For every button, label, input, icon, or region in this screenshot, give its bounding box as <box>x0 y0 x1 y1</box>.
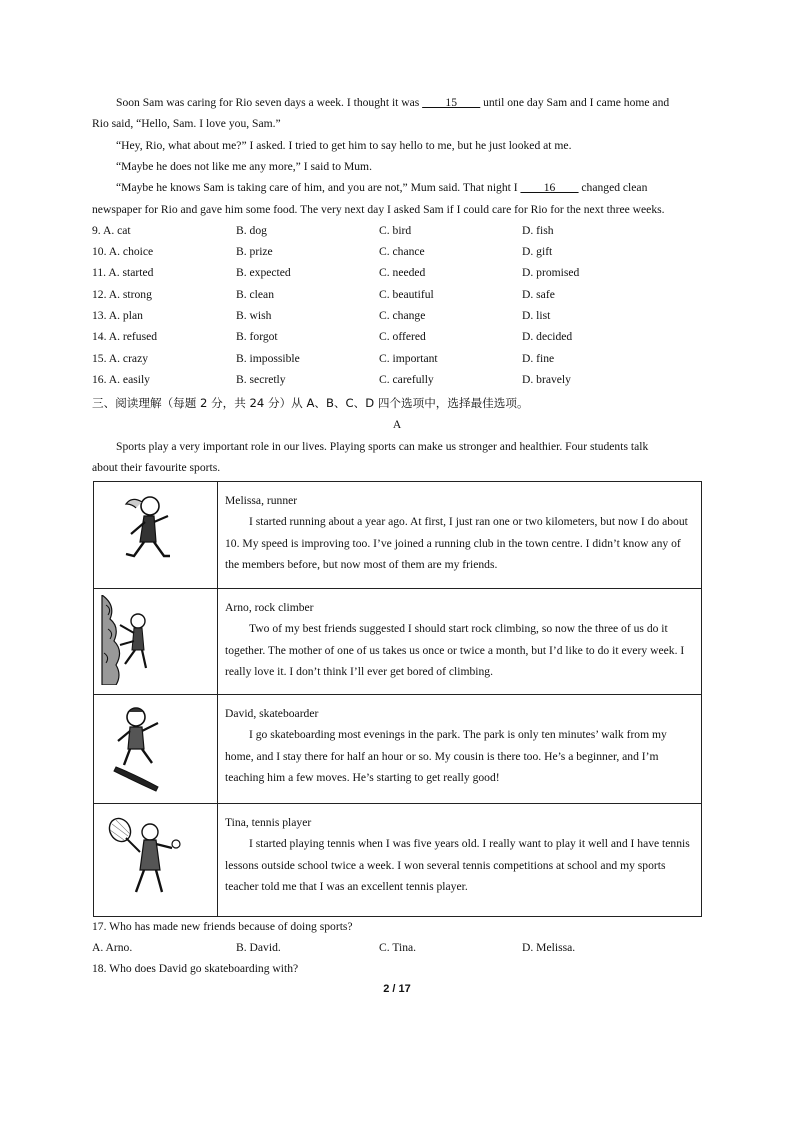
option-13d: D. list <box>522 309 551 322</box>
option-11d: D. promised <box>522 266 580 279</box>
table-row <box>94 804 702 917</box>
option-11b: B. expected <box>236 266 291 279</box>
student-cell <box>218 804 702 917</box>
passage-line-1 <box>116 96 669 110</box>
option-14c: C. offered <box>379 330 426 343</box>
option-13c: C. change <box>379 309 426 322</box>
picture-cell <box>94 482 218 589</box>
question-18: 18. Who does David go skateboarding with? <box>92 962 299 975</box>
option-10c: C. chance <box>379 245 425 258</box>
option-16c: C. carefully <box>379 373 434 386</box>
option-16b: B. secretly <box>236 373 286 386</box>
option-10a: 10. A. choice <box>92 245 154 258</box>
option-15c: C. important <box>379 352 438 365</box>
q17-option-c: C. Tina. <box>379 941 417 954</box>
option-15a: 15. A. crazy <box>92 352 149 365</box>
blank-15: ____15____ <box>422 96 481 109</box>
picture-cell <box>94 804 218 917</box>
skateboarder-icon <box>112 703 172 793</box>
option-9c: C. bird <box>379 224 412 237</box>
passage-paragraph-2: “Hey, Rio, what about me?” I asked. I tried to get him to say hello to me, but he just looked at me. <box>116 139 572 152</box>
student-text: Two of my best friends suggested I should start rock climbing, so now the three of us do it together. The mother of one of us takes us once or twice a month, but I’d like to do it every week. I really love it. I don’t think I’ll ever get bored of climbing. <box>225 622 685 679</box>
student-text: I go skateboarding most evenings in the park. The park is only ten minutes’ walk from my home, and I stay there for half an hour or so. My cousin is there too. He’s a beginner, and I’m teaching him a few moves. He’s starting to get really good! <box>225 728 667 785</box>
option-14b: B. forgot <box>236 330 278 343</box>
student-text: I started playing tennis when I was five years old. I really want to play it well and I have tennis lessons outside school twice a week. I won several tennis competitions at school and my sports teacher told me that I was an excellent tennis player. <box>225 837 690 894</box>
option-16a: 16. A. easily <box>92 373 150 386</box>
option-14a: 14. A. refused <box>92 330 158 343</box>
option-12c: C. beautiful <box>379 288 434 301</box>
passage-line-2: Rio said, “Hello, Sam. I love you, Sam.” <box>92 117 281 130</box>
text-segment: “Maybe he knows Sam is taking care of him, and you are not,” Mum said. That night I <box>116 181 521 194</box>
option-15b: B. impossible <box>236 352 300 365</box>
page-number: 2 / 17 <box>383 983 411 995</box>
student-cell <box>218 482 702 589</box>
option-10b: B. prize <box>236 245 273 258</box>
intro-line-2: about their favourite sports. <box>92 461 221 474</box>
option-11a: 11. A. started <box>92 266 154 279</box>
option-10d: D. gift <box>522 245 553 258</box>
student-text: I started running about a year ago. At first, I just ran one or two kilometers, but now I do about 10. My speed is improving too. I’ve joined a running club in the town centre. I didn’t know any of the members before, but now most of them are my friends. <box>225 515 688 572</box>
tennis-player-icon <box>104 814 194 904</box>
option-12d: D. safe <box>522 288 555 301</box>
picture-cell <box>94 695 218 804</box>
runner-icon <box>112 492 182 572</box>
text-segment: changed clean <box>578 181 648 194</box>
option-15d: D. fine <box>522 352 555 365</box>
q17-option-a: A. Arno. <box>92 941 133 954</box>
option-16d: D. bravely <box>522 373 571 386</box>
passage-letter: A <box>392 418 402 431</box>
blank-16: ____16____ <box>520 181 579 194</box>
text-segment: until one day Sam and I came home and <box>480 96 670 109</box>
sports-table <box>93 481 702 917</box>
table-row <box>94 589 702 695</box>
picture-cell <box>94 589 218 695</box>
option-12a: 12. A. strong <box>92 288 152 301</box>
option-13b: B. wish <box>236 309 272 322</box>
option-13a: 13. A. plan <box>92 309 143 322</box>
rock-climber-icon <box>100 595 160 685</box>
table-row <box>94 482 702 589</box>
student-name: David, skateboarder <box>225 707 319 720</box>
section-heading: 三、阅读理解（每题 2 分，共 24 分）从 A、B、C、D 四个选项中，选择最佳选项。 <box>92 396 529 410</box>
passage-line-5 <box>116 181 647 195</box>
student-name: Arno, rock climber <box>225 601 314 614</box>
option-14d: D. decided <box>522 330 573 343</box>
option-11c: C. needed <box>379 266 426 279</box>
option-9b: B. dog <box>236 224 267 237</box>
student-cell <box>218 695 702 804</box>
student-name: Melissa, runner <box>225 494 298 507</box>
intro-line-1: Sports play a very important role in our lives. Playing sports can make us stronger and healthier. Four students talk <box>116 440 649 453</box>
passage-line-6: newspaper for Rio and gave him some food. The very next day I asked Sam if I could care for Rio for the next three weeks. <box>92 203 665 216</box>
text-segment: Soon Sam was caring for Rio seven days a week. I thought it was <box>116 96 423 109</box>
passage-paragraph-3: “Maybe he does not like me any more,” I said to Mum. <box>116 160 372 173</box>
q17-option-d: D. Melissa. <box>522 941 576 954</box>
table-row <box>94 695 702 804</box>
question-17: 17. Who has made new friends because of doing sports? <box>92 920 353 933</box>
option-12b: B. clean <box>236 288 274 301</box>
q17-option-b: B. David. <box>236 941 281 954</box>
student-name: Tina, tennis player <box>225 816 312 829</box>
option-9d: D. fish <box>522 224 554 237</box>
option-9a: 9. A. cat <box>92 224 131 237</box>
student-cell <box>218 589 702 695</box>
